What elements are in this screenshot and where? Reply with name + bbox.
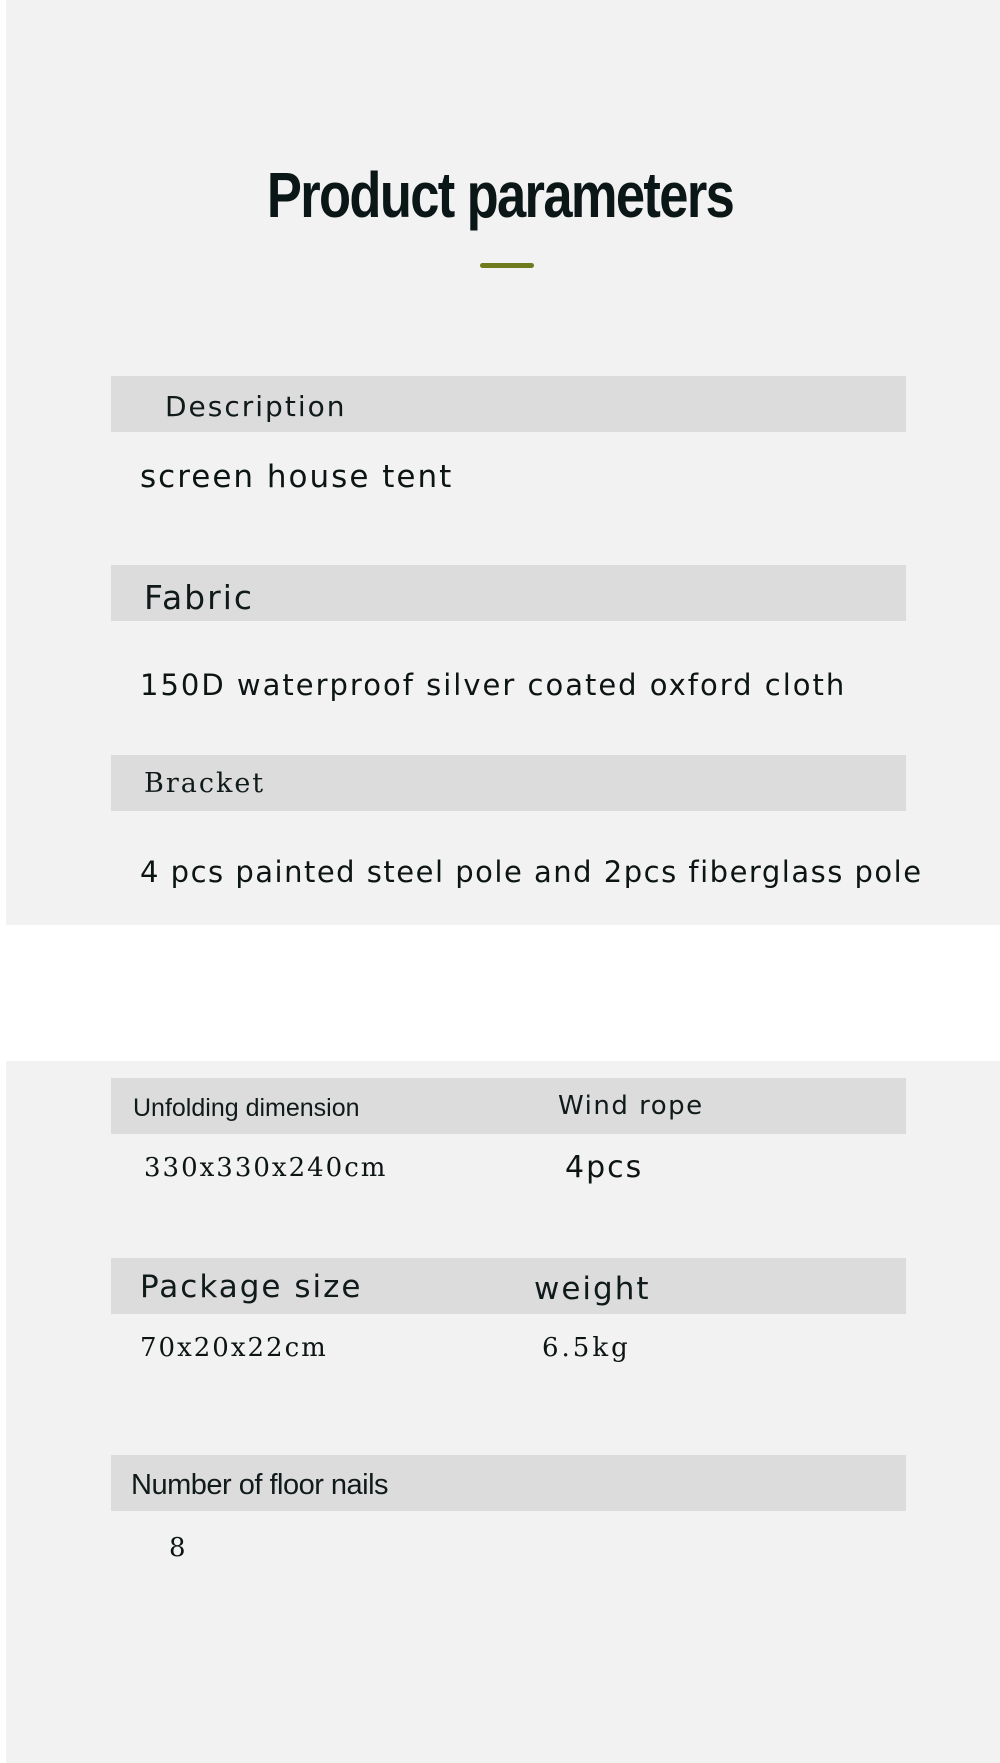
weight-value: 6.5kg <box>542 1333 631 1363</box>
package-size-label: Package size <box>140 1269 363 1305</box>
bracket-value: 4 pcs painted steel pole and 2pcs fiberglass pole <box>140 855 923 889</box>
fabric-value: 150D waterproof silver coated oxford cloth <box>140 668 847 702</box>
weight-label: weight <box>534 1271 651 1307</box>
page-title: Product parameters <box>266 159 734 231</box>
description-label: Description <box>165 390 347 423</box>
wind-rope-value: 4pcs <box>565 1150 644 1185</box>
title-underline <box>480 263 534 268</box>
description-value: screen house tent <box>140 459 454 495</box>
bracket-label: Bracket <box>144 768 266 799</box>
unfolding-dimension-label: Unfolding dimension <box>133 1094 360 1122</box>
package-size-value: 70x20x22cm <box>140 1333 328 1363</box>
unfolding-dimension-value: 330x330x240cm <box>144 1153 388 1183</box>
wind-rope-label: Wind rope <box>558 1091 704 1121</box>
floor-nails-label: Number of floor nails <box>131 1469 389 1501</box>
fabric-label: Fabric <box>144 578 255 617</box>
floor-nails-value: 8 <box>169 1533 186 1563</box>
